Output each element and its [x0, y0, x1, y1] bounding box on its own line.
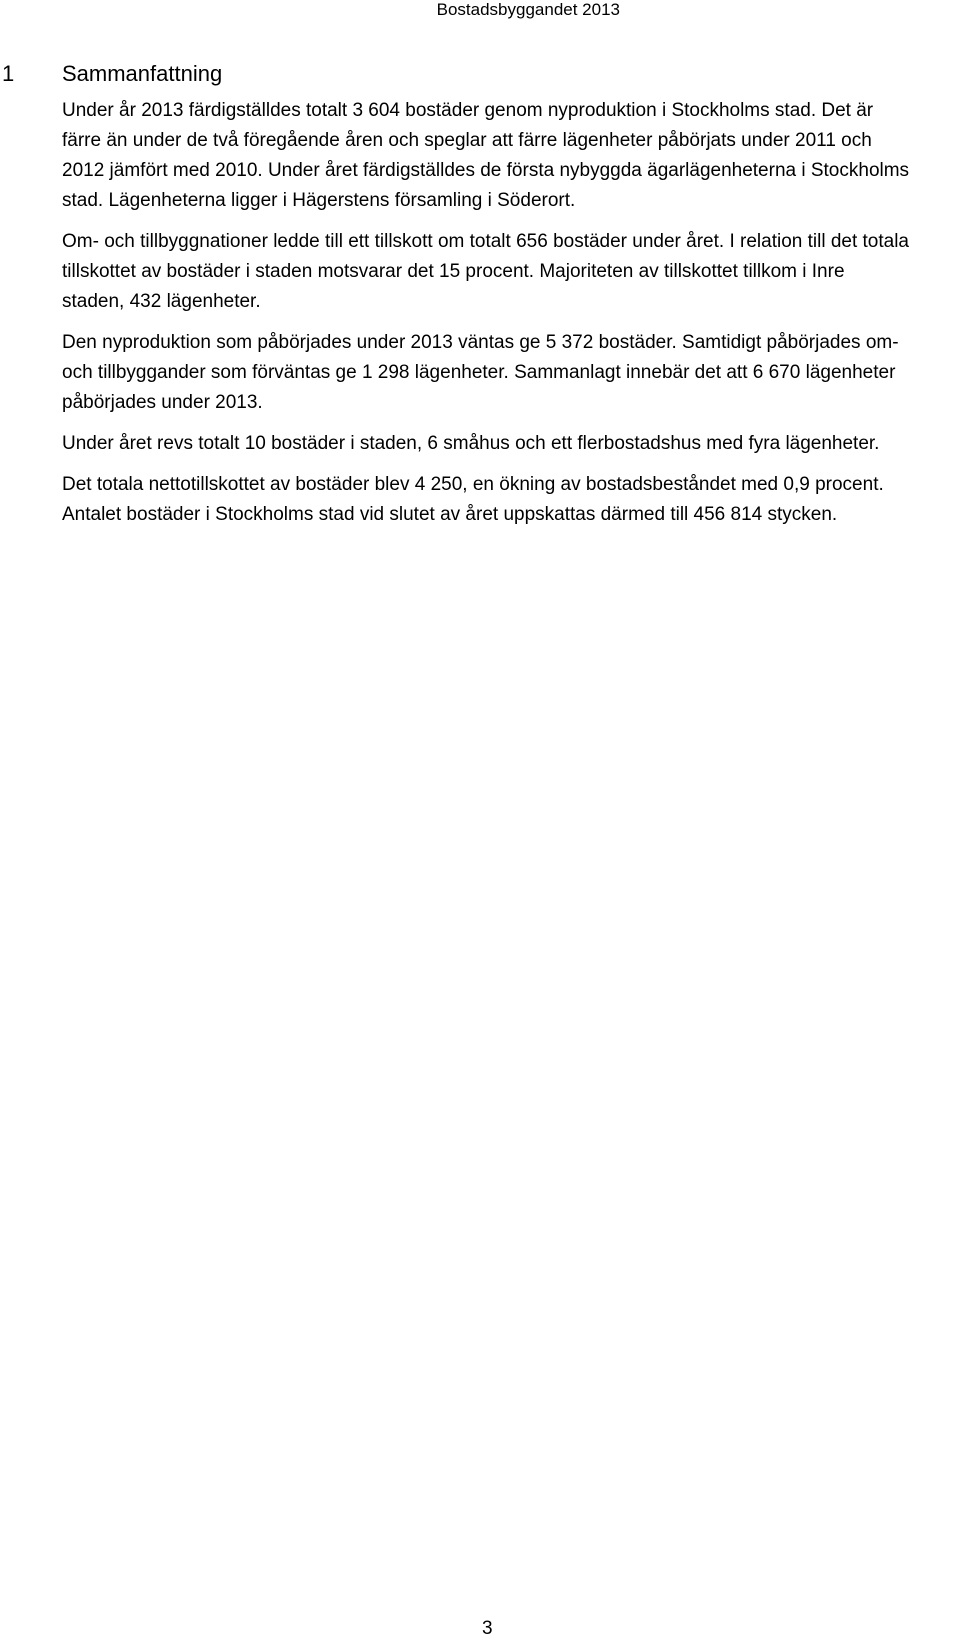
document-body: [62, 96, 912, 541]
paragraph-started-construction: Den nyproduktion som påbörjades under 2013 väntas ge 5 372 bostäder. Samtidigt påbörjades om- och tillbyggander som förväntas ge 1 298 lägenheter. Sammanlagt innebär det att 6 670 lägenheter påbörjades under 2013.: [62, 332, 899, 413]
paragraph-completed-housing: Under år 2013 färdigställdes totalt 3 604 bostäder genom nyproduktion i Stockholms stad. Det är färre än under de två föregående åren och speglar att färre lägenheter påbörjats under 2011 och 2012 jämfört med 2010. Under året färdigställdes de första nybyggda ägarlägenheterna i Stockholms stad. Lägenheterna ligger i Hägerstens församling i Söderort.: [62, 100, 910, 211]
paragraph-conversions: Om- och tillbyggnationer ledde till ett tillskott om totalt 656 bostäder under året. I relation till det totala tillskottet av bostäder i staden motsvarar det 15 procent. Majoriteten av tillskottet tillkom i Inre staden, 432 lägenheter.: [62, 231, 910, 312]
section-title: Sammanfattning: [62, 61, 223, 86]
section-number: 1: [2, 61, 15, 86]
paragraph-net-addition: Det totala nettotillskottet av bostäder blev 4 250, en ökning av bostadsbeståndet med 0,9 procent. Antalet bostäder i Stockholms stad vid slutet av året uppskattas därmed till 456 814 stycken.: [62, 474, 884, 525]
page-number: 3: [482, 1618, 493, 1639]
section-heading: [2, 60, 222, 88]
paragraph-demolitions: Under året revs totalt 10 bostäder i staden, 6 småhus och ett flerbostadshus med fyra lägenheter.: [62, 433, 880, 454]
running-header: Bostadsbyggandet 2013: [436, 0, 620, 19]
